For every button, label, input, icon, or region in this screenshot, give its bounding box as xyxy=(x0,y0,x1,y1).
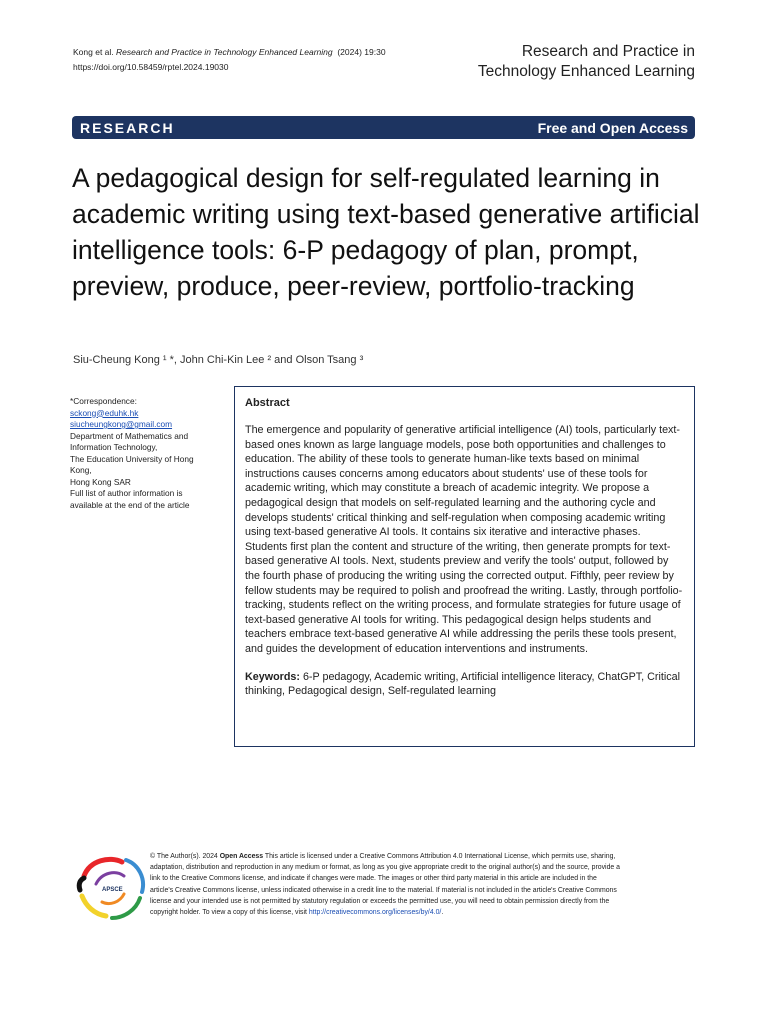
copyright-text: © The Author(s). 2024 xyxy=(150,853,220,860)
journal-name xyxy=(478,42,695,82)
affiliation-line: Information Technology, xyxy=(70,442,158,452)
keywords-label: Keywords: xyxy=(245,670,300,683)
keywords xyxy=(245,670,684,699)
license-text: This article is licensed under a Creative Commons Attribution 4.0 International License, which permits use, sharing, adaptation, distribution and reproduction in any medium or format, as long as you give appropriate credit to the original author(s) and the source, provide a link to the Creative Commons license, and indicate if changes were made. The images or other third party material in this article are included in the article's Creative Commons license, unless indicated otherwise in a credit line to the material. If material is not included in the article's Creative Commons license and your intended use is not permitted by statutory regulation or exceeds the permitted use, you will need to obtain permission directly from the copyright holder. To view a copy of this license, visit xyxy=(150,853,620,917)
abstract-text: The emergence and popularity of generative artificial intelligence (AI) tools, particularly text-based ones known as large language models, pose both opportunities and challenges to education. The ability of these tools to generate human-like texts based on minimal instructions causes concerns among educators about students' use of these tools for academic writing, which may constitute a breach of academic integrity. We propose a pedagogical design that models on self-regulated learning and the authoring cycle and develops students' critical thinking and self-regulation when composing academic writing using text-based generative AI tools. It contains six iterative and interactive phases. Students first plan the content and structure of the writing, then generate prompts for text-based generative AI tools. Next, students preview and verify the tools' output, followed by the fourth phase of producing the writing using the corrected output. Fifthly, peer review by fellow students may be required to polish and proofread the writing. Lastly, through portfolio-tracking, students reflect on the writing process, and formulate strategies for future usage of text-based generative AI tools for writing. This pedagogical design helps students and teachers embrace text-based generative AI while addressing the perils these tools present, and guides the development of education interventions and instruments. xyxy=(245,424,683,655)
svg-text:APSCE: APSCE xyxy=(102,887,123,893)
abstract-heading: Abstract xyxy=(245,397,290,409)
affiliation-line: The Education University of Hong xyxy=(70,453,194,464)
section-label: RESEARCH xyxy=(80,119,175,136)
open-access-label: Open Access xyxy=(219,853,264,860)
apsce-logo-icon xyxy=(76,854,146,920)
author-info-note: Full list of author information is xyxy=(70,488,183,498)
author-list: Siu-Cheung Kong ¹ *, John Chi-Kin Lee ² and Olson Tsang ³ xyxy=(73,354,364,366)
license-end: . xyxy=(441,909,444,917)
journal-name-line2: Technology Enhanced Learning xyxy=(477,63,695,80)
article-title: A pedagogical design for self-regulated learning in academic writing using text-based generative artificial intelligence tools: 6-P pedagogy of plan, prompt, preview, produce, peer-review, portfolio-tracking xyxy=(72,163,700,301)
journal-name-line1: Research and Practice in xyxy=(521,43,695,60)
citation-journal: Research and Practice in Technology Enhanced Learning xyxy=(116,47,333,57)
access-label: Free and Open Access xyxy=(537,119,688,136)
email-link-2[interactable]: siucheungkong@gmail.com xyxy=(70,419,173,429)
citation-header xyxy=(73,45,386,75)
citation-year: (2024) 19:30 xyxy=(337,47,386,57)
correspondence-block xyxy=(70,396,220,511)
citation-line xyxy=(73,45,386,60)
email-link-1[interactable]: sckong@eduhk.hk xyxy=(70,407,139,418)
apsce-logo xyxy=(76,854,146,920)
citation-authors: Kong et al. xyxy=(73,47,114,57)
correspondence-label: *Correspondence: xyxy=(70,396,137,406)
affiliation-line: Department of Mathematics and xyxy=(70,430,189,441)
license-link[interactable]: http://creativecommons.org/licenses/by/4.0/ xyxy=(308,909,442,917)
license-notice xyxy=(150,851,620,918)
keywords-list: 6-P pedagogy, Academic writing, Artificial intelligence literacy, ChatGPT, Critical thinking, Pedagogical design, Self-regulated learning xyxy=(245,670,680,698)
author-info-note: available at the end of the article xyxy=(70,499,190,510)
article-type-banner xyxy=(72,116,695,139)
doi-link[interactable]: https://doi.org/10.58459/rptel.2024.19030 xyxy=(73,62,229,72)
affiliation-line: Kong, xyxy=(70,465,92,475)
affiliation-line: Hong Kong SAR xyxy=(70,476,131,487)
abstract-box xyxy=(234,386,695,747)
